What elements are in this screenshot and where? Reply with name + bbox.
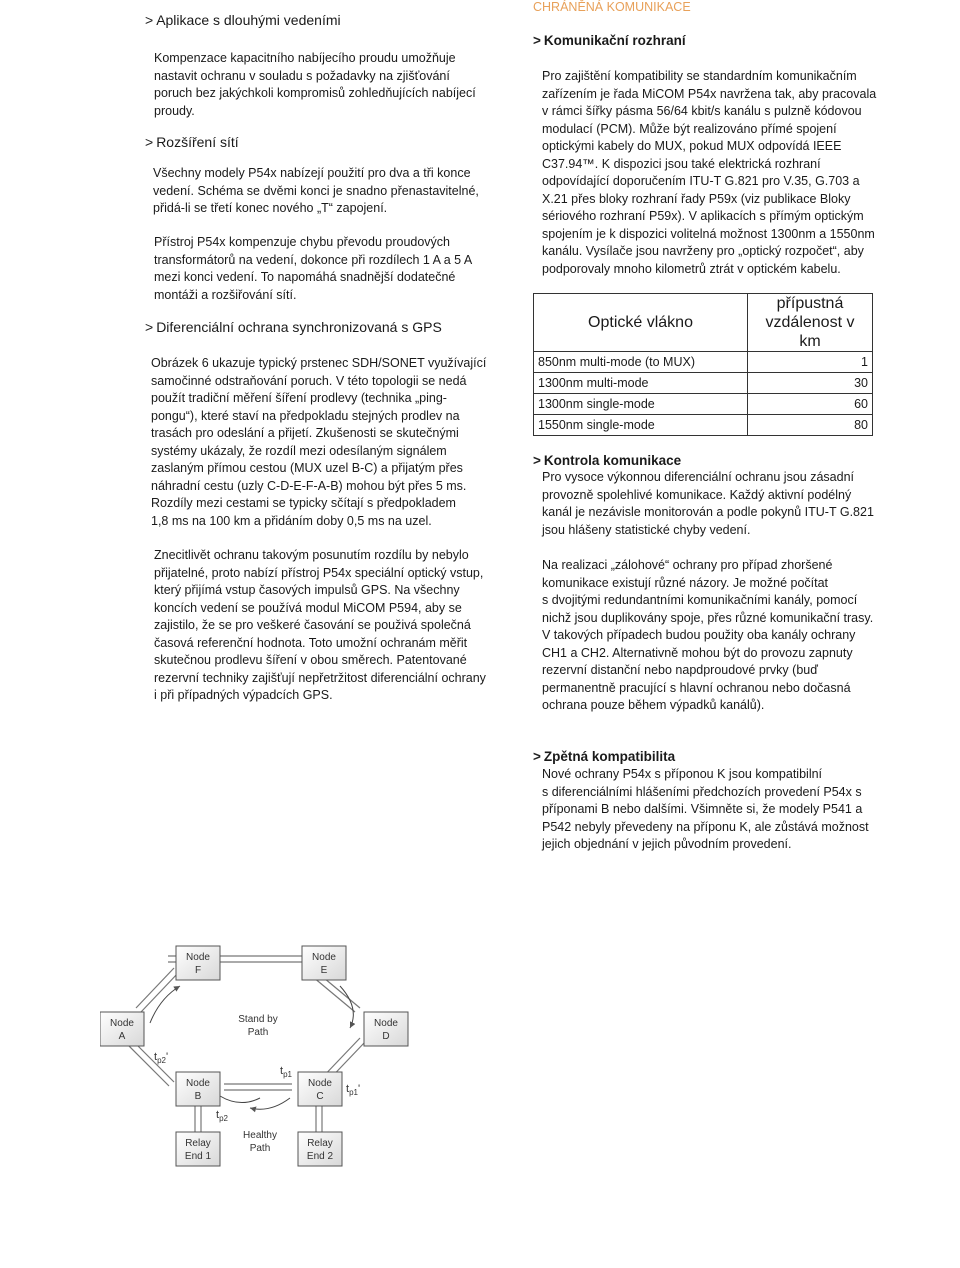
fiber-distance-table (533, 293, 873, 436)
svg-text:Node: Node (312, 952, 336, 963)
healthy-path-label: Healthy (243, 1130, 277, 1141)
paragraph-long-lines: Kompenzace kapacitního nabíjecího proudu umožňuje nastavit ochranu v souladu s požadavky na zjišťování poruch bez jakýchkoli kompromisů zohledňujících nabíjecí proudy. (154, 51, 476, 118)
svg-text:Node: Node (374, 1018, 398, 1029)
svg-text:End 1: End 1 (184, 1151, 212, 1162)
node-f (176, 946, 220, 980)
paragraph-backward-compatibility: Nové ochrany P54x s příponou K jsou kompatibilní s diferenciálními hlášeními předchozích provedení P54x s příponami B nebo dalšími. Všimněte si, že modely P541 a P542 nebyly převedeny na příponu K, ale zůstává možnost jejich objednání v jejich původním provedení. (542, 767, 869, 851)
svg-text:End 2: End 2 (306, 1151, 334, 1162)
ring-links (125, 956, 365, 1136)
table-header-row (534, 294, 873, 352)
svg-text:D: D (382, 1031, 390, 1042)
svg-text:B: B (194, 1091, 202, 1102)
table-cell-km: 1 (748, 352, 873, 373)
svg-text:F: F (194, 965, 202, 976)
tp1-prime-label: $t_{p1}'$ (346, 1083, 361, 1097)
paragraph-gps-1: Obrázek 6 ukazuje typický prstenec SDH/SONET využívající samočinné odstraňování poruch. V této topologii se nedá použít tradiční měření šíření prodlevy (technika „ping- pongu“), které staví na předpokladu stejných prodlev na trasách pro odeslání a přijetí. Zkušenosti se skutečnými systémy ukázaly, že rozdíl mezi odesílaným signálem zaslaným přímou cestou (MUX uzel B-C) a přijatým přes náhradní cestu (uzly C-D-E-F-A-B) mohou být přes 5 ms. Rozdíly mezi cestami se typicky sčítají s předpokladem 1,8 ms na 100 km a přidáním doby 0,5 ms na uzel. (151, 356, 487, 528)
tp1-label: $t_{p1}$ (280, 1065, 292, 1079)
table-cell-km: 30 (748, 373, 873, 394)
healthy-path-label-2: Path (249, 1143, 271, 1154)
table-cell-fiber: 850nm multi-mode (to MUX) (534, 352, 748, 373)
table-cell-fiber: 1300nm single-mode (534, 394, 748, 415)
paragraph-network-extension-1: Všechny modely P54x nabízejí použití pro dva a tři konce vedení. Schéma se dvěmi konci je snadno přenastavitelné, přidá-li se třetí konec nového „T“ zapojení. (153, 166, 479, 215)
sdh-ring-diagram (100, 938, 440, 1178)
table-row (534, 394, 873, 415)
node-a (100, 1012, 144, 1046)
table-row (534, 415, 873, 436)
tp2-label: $t_{p2}$ (216, 1109, 228, 1123)
table-header-fiber: Optické vlákno (534, 294, 748, 352)
svg-text:Node: Node (308, 1078, 332, 1089)
heading-backward-compatibility: > Zpětná kompatibilita (533, 749, 676, 764)
tp2-prime-label: $t_{p2}'$ (154, 1051, 169, 1065)
standby-path-label: Stand by (238, 1014, 278, 1025)
svg-text:E: E (320, 965, 328, 976)
node-c (298, 1072, 342, 1106)
paragraph-communication-interface: Pro zajištění kompatibility se standardním komunikačním zařízením je řada MiCOM P54x navržena tak, aby pracovala v rámci šířky pásma 56/64 kbit/s kanálu s pulzně kódovou modulací (PCM). Může být realizováno přímé spojení optickými kabely do MUX, pokud MUX odpovídá IEEE C37.94™. K dispozici jsou také elektrická rozhraní odpovídající doporučením ITU-T G.821 pro V.35, G.703 a X.21 přes bloky rozhraní řady P59x (viz publikace Bloky sériového rozhraní P59x). V aplikacích s přímým optickým spojením je k dispozici volitelná možnost 1300nm a 1550nm kanálu. Vysílače jsou navrženy pro „optický rozpočet“, aby podporovaly mnoho kilometrů ztrát v optickém kabelu. (542, 69, 877, 276)
relay-end-1 (176, 1132, 220, 1166)
section-label-protected-communication: CHRÁNĚNÁ KOMUNIKACE (533, 0, 691, 14)
table-cell-km: 80 (748, 415, 873, 436)
paragraph-communication-check-2: Na realizaci „zálohové“ ochrany pro případ zhoršené komunikace existují různé názory. Je možné počítat s dvojitými redundantními komunikačními kanály, pomocí nichž jsou duplikovány spoje, přes různé komunikační trasy. V takových případech budou použity oba kanály ochrany CH1 a CH2. Alternativně mohou být do provozu zapnuty rezervní distanční nebo napdproudové prvky (buď permanentně pracující s hlavní ochranou nebo dočasná ochrana pouze během výpadků kanálů). (542, 558, 874, 712)
svg-text:Node: Node (186, 952, 210, 963)
svg-text:C: C (316, 1091, 324, 1102)
svg-text:Relay: Relay (307, 1138, 333, 1149)
table-row (534, 352, 873, 373)
heading-gps-differential: > Diferenciální ochrana synchronizovaná s GPS (145, 319, 442, 335)
svg-text:Node: Node (110, 1018, 134, 1029)
heading-communication-check: > Kontrola komunikace (533, 453, 682, 468)
table-cell-fiber: 1300nm multi-mode (534, 373, 748, 394)
heading-long-lines: > Aplikace s dlouhými vedeními (145, 12, 341, 28)
paragraph-network-extension-2: Přístroj P54x kompenzuje chybu převodu proudových transformátorů na vedení, dokonce při rozdílech 1 A a 5 A mezi konci vedení. To napomáhá snadnější dodatečné montáži a rozšiřování sítí. (154, 235, 473, 302)
svg-text:Node: Node (186, 1078, 210, 1089)
paragraph-gps-2: Znecitlivět ochranu takovým posunutím rozdílu by nebylo přijatelné, proto nabízí přístroj P54x speciální optický vstup, který přijímá vstup časových impulsů GPS. Na všechny koncích vedení se používá modul MiCOM P594, aby se zajistilo, že se pro veškeré časování se použivá společná časová referenční hodnota. Toto umožní ochranám měřit skutečnou prodlevu šíření v obou směrech. Patentované rezervní techniky zajišťují nepřetržitost diferenciální ochrany i při případných výpadcích GPS. (154, 548, 486, 702)
standby-path-label-2: Path (247, 1027, 269, 1038)
node-d (364, 1012, 408, 1046)
table-cell-km: 60 (748, 394, 873, 415)
paragraph-communication-check-1: Pro vysoce výkonnou diferenciální ochranu jsou zásadní provozně spolehlivé komunikace. Každý aktivní podélný kanál je nezávisle monitorován a podle pokynů ITU-T G.821 jsou hlášeny statistické chyby vedení. (542, 470, 874, 537)
relay-end-2 (298, 1132, 342, 1166)
node-e (302, 946, 346, 980)
node-b (176, 1072, 220, 1106)
svg-text:A: A (118, 1031, 126, 1042)
heading-network-extension: > Rozšíření sítí (145, 134, 239, 150)
svg-text:Relay: Relay (185, 1138, 211, 1149)
table-row (534, 373, 873, 394)
heading-communication-interface: > Komunikační rozhraní (533, 33, 686, 48)
table-cell-fiber: 1550nm single-mode (534, 415, 748, 436)
table-header-distance: přípustná vzdálenost v km (748, 294, 873, 352)
